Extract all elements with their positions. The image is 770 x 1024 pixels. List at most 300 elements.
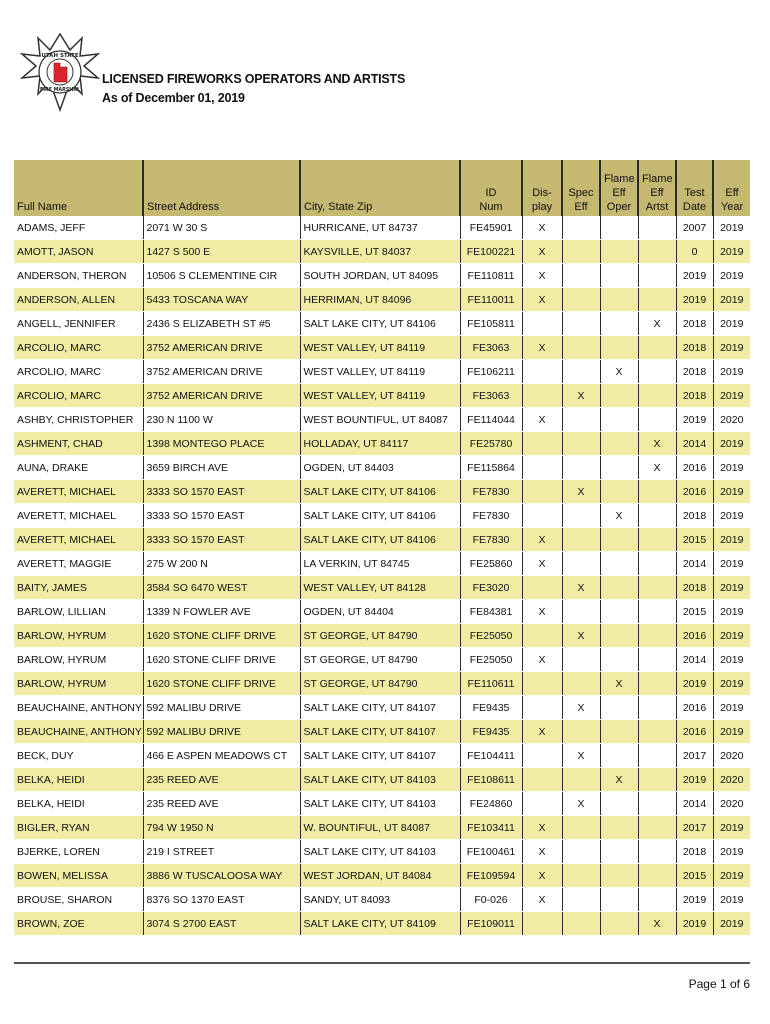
id-num-cell: FE106211 [460,360,522,384]
spec-eff-cell: X [562,480,600,504]
id-num-cell: FE25780 [460,432,522,456]
display-cell: X [522,864,562,888]
table-row [14,384,750,408]
flame-eff-oper-cell [600,720,638,744]
full-name-cell: BROUSE, SHARON [14,888,143,912]
eff-year-cell: 2019 [713,840,750,864]
id-num-cell: FE25860 [460,552,522,576]
eff-year-cell: 2019 [713,528,750,552]
full-name-cell: BELKA, HEIDI [14,768,143,792]
flame-eff-artst-cell [638,672,676,696]
flame-eff-oper-cell [600,312,638,336]
city-state-zip-cell: SALT LAKE CITY, UT 84103 [300,840,460,864]
display-cell: X [522,528,562,552]
test-date-cell: 2018 [676,576,713,600]
full-name-cell: BEAUCHAINE, ANTHONY [14,720,143,744]
display-cell: X [522,288,562,312]
full-name-cell: ASHBY, CHRISTOPHER [14,408,143,432]
test-date-cell: 2019 [676,768,713,792]
eff-year-cell: 2019 [713,384,750,408]
test-date-cell: 2018 [676,312,713,336]
city-state-zip-cell: SALT LAKE CITY, UT 84106 [300,528,460,552]
id-num-cell: FE115864 [460,456,522,480]
eff-year-cell: 2019 [713,240,750,264]
city-state-zip-cell: SALT LAKE CITY, UT 84106 [300,480,460,504]
eff-year-cell: 2019 [713,480,750,504]
street-address-cell: 1620 STONE CLIFF DRIVE [143,624,300,648]
street-address-cell: 219 I STREET [143,840,300,864]
eff-year-cell: 2019 [713,696,750,720]
id-num-cell: FE9435 [460,696,522,720]
test-date-cell: 2019 [676,888,713,912]
street-address-cell: 2436 S ELIZABETH ST #5 [143,312,300,336]
display-cell [522,432,562,456]
id-num-cell: FE45901 [460,216,522,240]
table-row [14,360,750,384]
flame-eff-artst-cell [638,864,676,888]
test-date-cell: 2019 [676,672,713,696]
table-row [14,648,750,672]
table-row [14,312,750,336]
eff-year-cell: 2019 [713,576,750,600]
column-header[interactable]: Spec Eff [562,160,600,216]
street-address-cell: 592 MALIBU DRIVE [143,720,300,744]
city-state-zip-cell: KAYSVILLE, UT 84037 [300,240,460,264]
flame-eff-oper-cell [600,456,638,480]
eff-year-cell: 2020 [713,744,750,768]
table-row [14,528,750,552]
spec-eff-cell [562,264,600,288]
spec-eff-cell: X [562,696,600,720]
test-date-cell: 2018 [676,384,713,408]
flame-eff-artst-cell [638,792,676,816]
street-address-cell: 3752 AMERICAN DRIVE [143,360,300,384]
table-row [14,264,750,288]
spec-eff-cell [562,864,600,888]
test-date-cell: 2016 [676,624,713,648]
id-num-cell: FE110811 [460,264,522,288]
city-state-zip-cell: WEST VALLEY, UT 84128 [300,576,460,600]
flame-eff-oper-cell [600,792,638,816]
eff-year-cell: 2019 [713,312,750,336]
city-state-zip-cell: SALT LAKE CITY, UT 84107 [300,696,460,720]
city-state-zip-cell: SOUTH JORDAN, UT 84095 [300,264,460,288]
table-row [14,744,750,768]
eff-year-cell: 2019 [713,672,750,696]
street-address-cell: 3752 AMERICAN DRIVE [143,336,300,360]
spec-eff-cell [562,912,600,936]
display-cell: X [522,408,562,432]
eff-year-cell: 2019 [713,264,750,288]
table-row [14,408,750,432]
spec-eff-cell [562,360,600,384]
test-date-cell: 2016 [676,480,713,504]
table-row [14,624,750,648]
street-address-cell: 794 W 1950 N [143,816,300,840]
test-date-cell: 2016 [676,720,713,744]
display-cell: X [522,600,562,624]
spec-eff-cell [562,456,600,480]
flame-eff-oper-cell [600,888,638,912]
full-name-cell: BEAUCHAINE, ANTHONY [14,696,143,720]
city-state-zip-cell: WEST VALLEY, UT 84119 [300,336,460,360]
id-num-cell: FE109594 [460,864,522,888]
flame-eff-artst-cell [638,552,676,576]
flame-eff-artst-cell [638,600,676,624]
full-name-cell: ASHMENT, CHAD [14,432,143,456]
street-address-cell: 5433 TOSCANA WAY [143,288,300,312]
flame-eff-oper-cell [600,240,638,264]
city-state-zip-cell: HURRICANE, UT 84737 [300,216,460,240]
spec-eff-cell [562,840,600,864]
street-address-cell: 1427 S 500 E [143,240,300,264]
eff-year-cell: 2019 [713,912,750,936]
flame-eff-artst-cell [638,888,676,912]
flame-eff-oper-cell [600,408,638,432]
flame-eff-oper-cell [600,744,638,768]
table-row [14,216,750,240]
full-name-cell: BIGLER, RYAN [14,816,143,840]
city-state-zip-cell: OGDEN, UT 84403 [300,456,460,480]
city-state-zip-cell: SALT LAKE CITY, UT 84106 [300,312,460,336]
eff-year-cell: 2019 [713,624,750,648]
test-date-cell: 2018 [676,360,713,384]
flame-eff-oper-cell [600,696,638,720]
test-date-cell: 2019 [676,288,713,312]
display-cell [522,792,562,816]
flame-eff-artst-cell [638,480,676,504]
id-num-cell: FE100461 [460,840,522,864]
table-row [14,816,750,840]
flame-eff-artst-cell [638,696,676,720]
flame-eff-oper-cell [600,288,638,312]
flame-eff-oper-cell [600,216,638,240]
spec-eff-cell: X [562,744,600,768]
street-address-cell: 3659 BIRCH AVE [143,456,300,480]
eff-year-cell: 2019 [713,816,750,840]
column-header[interactable]: City, State Zip [300,160,460,216]
spec-eff-cell [562,600,600,624]
id-num-cell: FE3063 [460,384,522,408]
column-header[interactable]: Flame Eff Oper [600,160,638,216]
test-date-cell: 2016 [676,456,713,480]
city-state-zip-cell: ST GEORGE, UT 84790 [300,624,460,648]
id-num-cell: FE24860 [460,792,522,816]
display-cell: X [522,216,562,240]
display-cell [522,624,562,648]
test-date-cell: 2015 [676,600,713,624]
display-cell: X [522,888,562,912]
table-row [14,336,750,360]
full-name-cell: AMOTT, JASON [14,240,143,264]
spec-eff-cell [562,288,600,312]
eff-year-cell: 2019 [713,600,750,624]
flame-eff-oper-cell [600,864,638,888]
table-row [14,768,750,792]
id-num-cell: FE3020 [460,576,522,600]
eff-year-cell: 2019 [713,456,750,480]
id-num-cell: FE110611 [460,672,522,696]
test-date-cell: 0 [676,240,713,264]
id-num-cell: FE3063 [460,336,522,360]
id-num-cell: FE25050 [460,648,522,672]
display-cell [522,360,562,384]
table-row [14,456,750,480]
id-num-cell: FE25050 [460,624,522,648]
flame-eff-artst-cell [638,744,676,768]
flame-eff-artst-cell: X [638,432,676,456]
display-cell [522,768,562,792]
flame-eff-artst-cell: X [638,312,676,336]
spec-eff-cell [562,648,600,672]
test-date-cell: 2018 [676,840,713,864]
table-row [14,288,750,312]
id-num-cell: FE110011 [460,288,522,312]
display-cell: X [522,264,562,288]
document-title: LICENSED FIREWORKS OPERATORS AND ARTISTS [102,72,406,86]
licensee-table [14,160,750,936]
flame-eff-artst-cell [638,720,676,744]
flame-eff-artst-cell [638,384,676,408]
full-name-cell: BARLOW, HYRUM [14,624,143,648]
flame-eff-oper-cell [600,576,638,600]
document-date: As of December 01, 2019 [102,91,245,105]
id-num-cell: FE7830 [460,528,522,552]
test-date-cell: 2017 [676,744,713,768]
street-address-cell: 230 N 1100 W [143,408,300,432]
eff-year-cell: 2019 [713,216,750,240]
spec-eff-cell [562,816,600,840]
full-name-cell: ANDERSON, THERON [14,264,143,288]
spec-eff-cell [562,216,600,240]
city-state-zip-cell: SALT LAKE CITY, UT 84103 [300,768,460,792]
city-state-zip-cell: WEST JORDAN, UT 84084 [300,864,460,888]
display-cell [522,576,562,600]
street-address-cell: 592 MALIBU DRIVE [143,696,300,720]
street-address-cell: 2071 W 30 S [143,216,300,240]
test-date-cell: 2018 [676,504,713,528]
eff-year-cell: 2019 [713,888,750,912]
spec-eff-cell [562,240,600,264]
id-num-cell: FE108611 [460,768,522,792]
flame-eff-artst-cell: X [638,456,676,480]
spec-eff-cell: X [562,792,600,816]
display-cell [522,504,562,528]
street-address-cell: 3886 W TUSCALOOSA WAY [143,864,300,888]
table-row [14,720,750,744]
id-num-cell: F0-026 [460,888,522,912]
flame-eff-artst-cell [638,816,676,840]
table-row [14,576,750,600]
table-row [14,240,750,264]
table-row [14,888,750,912]
city-state-zip-cell: W. BOUNTIFUL, UT 84087 [300,816,460,840]
eff-year-cell: 2019 [713,720,750,744]
eff-year-cell: 2019 [713,360,750,384]
table-row [14,696,750,720]
flame-eff-oper-cell: X [600,768,638,792]
full-name-cell: ARCOLIO, MARC [14,384,143,408]
flame-eff-artst-cell [638,216,676,240]
flame-eff-oper-cell [600,528,638,552]
test-date-cell: 2018 [676,336,713,360]
table-row [14,480,750,504]
flame-eff-artst-cell [638,336,676,360]
page-number: Page 1 of 6 [688,977,750,991]
city-state-zip-cell: WEST BOUNTIFUL, UT 84087 [300,408,460,432]
street-address-cell: 3752 AMERICAN DRIVE [143,384,300,408]
flame-eff-artst-cell [638,648,676,672]
full-name-cell: BOWEN, MELISSA [14,864,143,888]
test-date-cell: 2015 [676,528,713,552]
full-name-cell: ADAMS, JEFF [14,216,143,240]
city-state-zip-cell: HOLLADAY, UT 84117 [300,432,460,456]
flame-eff-oper-cell [600,432,638,456]
full-name-cell: AVERETT, MICHAEL [14,504,143,528]
flame-eff-artst-cell [638,840,676,864]
eff-year-cell: 2019 [713,504,750,528]
logo-text-top: UTAH STATE [41,53,79,59]
column-header[interactable]: Test Date [676,160,713,216]
display-cell: X [522,816,562,840]
flame-eff-oper-cell [600,840,638,864]
flame-eff-artst-cell [638,408,676,432]
display-cell: X [522,552,562,576]
table-row [14,792,750,816]
spec-eff-cell: X [562,384,600,408]
display-cell: X [522,240,562,264]
footer-divider [14,962,750,964]
id-num-cell: FE100221 [460,240,522,264]
id-num-cell: FE114044 [460,408,522,432]
street-address-cell: 235 REED AVE [143,792,300,816]
spec-eff-cell: X [562,576,600,600]
table-row [14,864,750,888]
city-state-zip-cell: SALT LAKE CITY, UT 84106 [300,504,460,528]
display-cell [522,312,562,336]
test-date-cell: 2019 [676,264,713,288]
test-date-cell: 2014 [676,552,713,576]
column-header[interactable]: Flame Eff Artst [638,160,676,216]
display-cell: X [522,840,562,864]
street-address-cell: 10506 S CLEMENTINE CIR [143,264,300,288]
street-address-cell: 3333 SO 1570 EAST [143,480,300,504]
display-cell [522,696,562,720]
flame-eff-artst-cell [638,360,676,384]
flame-eff-oper-cell [600,624,638,648]
id-num-cell: FE109011 [460,912,522,936]
column-header[interactable]: Dis- play [522,160,562,216]
display-cell [522,912,562,936]
full-name-cell: AVERETT, MICHAEL [14,528,143,552]
column-header[interactable]: ID Num [460,160,522,216]
flame-eff-oper-cell [600,336,638,360]
display-cell [522,744,562,768]
city-state-zip-cell: WEST VALLEY, UT 84119 [300,384,460,408]
flame-eff-oper-cell [600,648,638,672]
display-cell: X [522,648,562,672]
test-date-cell: 2014 [676,648,713,672]
street-address-cell: 8376 SO 1370 EAST [143,888,300,912]
city-state-zip-cell: ST GEORGE, UT 84790 [300,648,460,672]
table-row [14,600,750,624]
full-name-cell: ANDERSON, ALLEN [14,288,143,312]
eff-year-cell: 2019 [713,336,750,360]
spec-eff-cell [562,336,600,360]
full-name-cell: ANGELL, JENNIFER [14,312,143,336]
spec-eff-cell [562,408,600,432]
full-name-cell: BARLOW, HYRUM [14,648,143,672]
display-cell [522,480,562,504]
id-num-cell: FE9435 [460,720,522,744]
city-state-zip-cell: HERRIMAN, UT 84096 [300,288,460,312]
table-row [14,432,750,456]
street-address-cell: 1620 STONE CLIFF DRIVE [143,672,300,696]
test-date-cell: 2014 [676,792,713,816]
full-name-cell: BELKA, HEIDI [14,792,143,816]
display-cell: X [522,336,562,360]
city-state-zip-cell: SALT LAKE CITY, UT 84107 [300,720,460,744]
city-state-zip-cell: ST GEORGE, UT 84790 [300,672,460,696]
spec-eff-cell [562,504,600,528]
full-name-cell: BROWN, ZOE [14,912,143,936]
test-date-cell: 2016 [676,696,713,720]
test-date-cell: 2015 [676,864,713,888]
street-address-cell: 1339 N FOWLER AVE [143,600,300,624]
spec-eff-cell [562,432,600,456]
eff-year-cell: 2019 [713,552,750,576]
header [102,70,405,108]
id-num-cell: FE7830 [460,504,522,528]
street-address-cell: 3074 S 2700 EAST [143,912,300,936]
column-header[interactable]: Street Address [143,160,300,216]
table-row [14,912,750,936]
flame-eff-artst-cell [638,264,676,288]
flame-eff-artst-cell: X [638,912,676,936]
flame-eff-oper-cell: X [600,360,638,384]
eff-year-cell: 2020 [713,408,750,432]
flame-eff-artst-cell [638,240,676,264]
display-cell: X [522,720,562,744]
spec-eff-cell [562,672,600,696]
city-state-zip-cell: SALT LAKE CITY, UT 84107 [300,744,460,768]
logo-text-bottom: FIRE MARSHAL [39,88,81,93]
test-date-cell: 2007 [676,216,713,240]
full-name-cell: AVERETT, MAGGIE [14,552,143,576]
spec-eff-cell [562,720,600,744]
flame-eff-oper-cell: X [600,504,638,528]
full-name-cell: BARLOW, HYRUM [14,672,143,696]
column-header[interactable]: Eff Year [713,160,750,216]
display-cell [522,384,562,408]
flame-eff-oper-cell [600,600,638,624]
street-address-cell: 3333 SO 1570 EAST [143,504,300,528]
flame-eff-artst-cell [638,768,676,792]
flame-eff-oper-cell [600,480,638,504]
column-header[interactable]: Full Name [14,160,143,216]
eff-year-cell: 2020 [713,792,750,816]
spec-eff-cell [562,528,600,552]
display-cell [522,672,562,696]
table-row [14,840,750,864]
flame-eff-artst-cell [638,576,676,600]
full-name-cell: BJERKE, LOREN [14,840,143,864]
spec-eff-cell [562,888,600,912]
eff-year-cell: 2019 [713,648,750,672]
table-row [14,672,750,696]
city-state-zip-cell: SALT LAKE CITY, UT 84103 [300,792,460,816]
spec-eff-cell [562,768,600,792]
